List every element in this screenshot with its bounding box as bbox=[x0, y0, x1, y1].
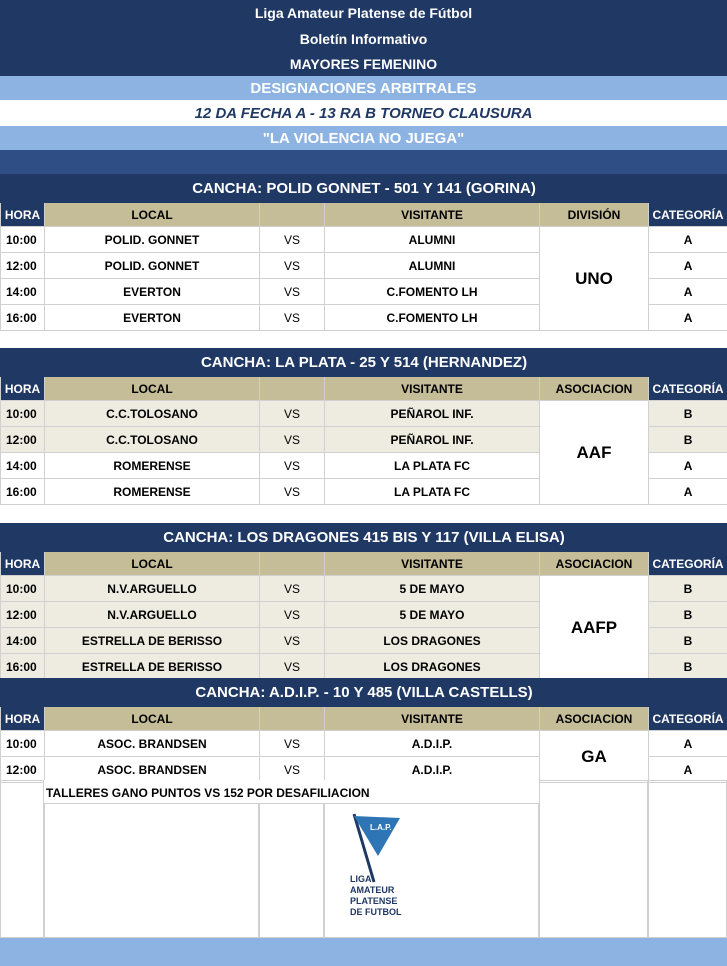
match-time: 16:00 bbox=[1, 305, 45, 331]
col-hora: HORA bbox=[1, 552, 45, 576]
vs-label: VS bbox=[260, 279, 325, 305]
col-visitante: VISITANTE bbox=[325, 203, 540, 227]
local-team: C.C.TOLOSANO bbox=[45, 427, 260, 453]
visiting-team: ALUMNI bbox=[325, 253, 540, 279]
match-time: 10:00 bbox=[1, 401, 45, 427]
cancha-title: CANCHA: LOS DRAGONES 415 BIS Y 117 (VILLA ELISA) bbox=[1, 524, 727, 552]
schedule-table-adip bbox=[0, 678, 727, 783]
grid-cell bbox=[539, 780, 648, 938]
visiting-team: A.D.I.P. bbox=[325, 731, 540, 757]
col-categoria: CATEGORÍA bbox=[649, 377, 727, 401]
local-team: N.V.ARGUELLO bbox=[45, 576, 260, 602]
table-row bbox=[1, 401, 727, 427]
logo-text bbox=[350, 874, 402, 918]
table-row bbox=[1, 731, 727, 757]
match-category: A bbox=[649, 757, 727, 783]
vs-label: VS bbox=[260, 253, 325, 279]
local-team: POLID. GONNET bbox=[45, 253, 260, 279]
vs-label: VS bbox=[260, 227, 325, 253]
match-category: B bbox=[649, 576, 727, 602]
local-team: ROMERENSE bbox=[45, 479, 260, 505]
table-row bbox=[1, 576, 727, 602]
visiting-team: PEÑAROL INF. bbox=[325, 427, 540, 453]
logo-line: LIGA bbox=[350, 874, 372, 884]
vs-label: VS bbox=[260, 305, 325, 331]
match-time: 16:00 bbox=[1, 479, 45, 505]
visiting-team: LA PLATA FC bbox=[325, 453, 540, 479]
cancha-title: CANCHA: LA PLATA - 25 Y 514 (HERNANDEZ) bbox=[1, 349, 727, 377]
local-team: C.C.TOLOSANO bbox=[45, 401, 260, 427]
col-vs bbox=[260, 377, 325, 401]
match-category: A bbox=[649, 305, 727, 331]
match-category: B bbox=[649, 602, 727, 628]
match-time: 12:00 bbox=[1, 427, 45, 453]
col-vs bbox=[260, 203, 325, 227]
col-hora: HORA bbox=[1, 377, 45, 401]
col-division: DIVISIÓN bbox=[540, 203, 649, 227]
local-team: ASOC. BRANDSEN bbox=[45, 731, 260, 757]
vs-label: VS bbox=[260, 731, 325, 757]
match-time: 10:00 bbox=[1, 227, 45, 253]
match-category: A bbox=[649, 479, 727, 505]
col-categoria: CATEGORÍA bbox=[649, 203, 727, 227]
match-category: B bbox=[649, 427, 727, 453]
visiting-team: ALUMNI bbox=[325, 227, 540, 253]
match-category: B bbox=[649, 401, 727, 427]
bulletin-subtitle: Boletín Informativo bbox=[0, 26, 727, 52]
division-label: UNO bbox=[540, 227, 649, 331]
schedule-table-la-plata bbox=[0, 348, 727, 505]
vs-label: VS bbox=[260, 654, 325, 680]
match-category: A bbox=[649, 731, 727, 757]
col-asociacion: ASOCIACION bbox=[540, 377, 649, 401]
forfeit-note: TALLERES GANO PUNTOS VS 152 POR DESAFILIACION bbox=[46, 786, 370, 800]
match-category: B bbox=[649, 628, 727, 654]
association-label: AAFP bbox=[540, 576, 649, 680]
match-time: 12:00 bbox=[1, 757, 45, 783]
category-title: MAYORES FEMENINO bbox=[0, 52, 727, 76]
visiting-team: LOS DRAGONES bbox=[325, 628, 540, 654]
match-time: 10:00 bbox=[1, 731, 45, 757]
col-visitante: VISITANTE bbox=[325, 377, 540, 401]
local-team: ESTRELLA DE BERISSO bbox=[45, 628, 260, 654]
vs-label: VS bbox=[260, 602, 325, 628]
match-category: A bbox=[649, 253, 727, 279]
vs-label: VS bbox=[260, 453, 325, 479]
match-time: 12:00 bbox=[1, 253, 45, 279]
match-time: 16:00 bbox=[1, 654, 45, 680]
visiting-team: C.FOMENTO LH bbox=[325, 305, 540, 331]
slogan: "LA VIOLENCIA NO JUEGA" bbox=[0, 126, 727, 150]
col-categoria: CATEGORÍA bbox=[649, 707, 727, 731]
local-team: EVERTON bbox=[45, 279, 260, 305]
local-team: ASOC. BRANDSEN bbox=[45, 757, 260, 783]
col-hora: HORA bbox=[1, 203, 45, 227]
col-asociacion: ASOCIACION bbox=[540, 707, 649, 731]
visiting-team: PEÑAROL INF. bbox=[325, 401, 540, 427]
col-visitante: VISITANTE bbox=[325, 552, 540, 576]
local-team: EVERTON bbox=[45, 305, 260, 331]
cancha-title: CANCHA: A.D.I.P. - 10 Y 485 (VILLA CASTELLS) bbox=[1, 679, 727, 707]
match-category: A bbox=[649, 453, 727, 479]
fecha-title: 12 DA FECHA A - 13 RA B TORNEO CLAUSURA bbox=[0, 100, 727, 126]
cancha-title: CANCHA: POLID GONNET - 501 Y 141 (GORINA) bbox=[1, 175, 727, 203]
vs-label: VS bbox=[260, 479, 325, 505]
vs-label: VS bbox=[260, 757, 325, 783]
schedule-table-gonnet bbox=[0, 174, 727, 331]
col-hora: HORA bbox=[1, 707, 45, 731]
league-title: Liga Amateur Platense de Fútbol bbox=[0, 0, 727, 26]
bottom-band bbox=[0, 938, 727, 966]
spacer-band bbox=[0, 150, 727, 174]
association-label: AAF bbox=[540, 401, 649, 505]
match-time: 12:00 bbox=[1, 602, 45, 628]
grid-cell bbox=[0, 780, 44, 938]
grid-cell bbox=[648, 780, 727, 938]
logo-line: DE FUTBOL bbox=[350, 907, 402, 917]
logo-initials: L.A.P. bbox=[370, 823, 392, 832]
visiting-team: LOS DRAGONES bbox=[325, 654, 540, 680]
local-team: ESTRELLA DE BERISSO bbox=[45, 654, 260, 680]
association-label: GA bbox=[540, 731, 649, 783]
col-local: LOCAL bbox=[45, 707, 260, 731]
col-local: LOCAL bbox=[45, 377, 260, 401]
visiting-team: 5 DE MAYO bbox=[325, 576, 540, 602]
col-local: LOCAL bbox=[45, 203, 260, 227]
col-vs bbox=[260, 552, 325, 576]
match-time: 14:00 bbox=[1, 628, 45, 654]
col-visitante: VISITANTE bbox=[325, 707, 540, 731]
col-vs bbox=[260, 707, 325, 731]
logo-line: AMATEUR bbox=[350, 885, 395, 895]
vs-label: VS bbox=[260, 576, 325, 602]
logo-line: PLATENSE bbox=[350, 896, 398, 906]
visiting-team: LA PLATA FC bbox=[325, 479, 540, 505]
table-row bbox=[1, 227, 727, 253]
vs-label: VS bbox=[260, 628, 325, 654]
local-team: ROMERENSE bbox=[45, 453, 260, 479]
visiting-team: A.D.I.P. bbox=[325, 757, 540, 783]
match-time: 10:00 bbox=[1, 576, 45, 602]
match-category: B bbox=[649, 654, 727, 680]
col-local: LOCAL bbox=[45, 552, 260, 576]
match-time: 14:00 bbox=[1, 453, 45, 479]
section-title: DESIGNACIONES ARBITRALES bbox=[0, 76, 727, 100]
match-category: A bbox=[649, 279, 727, 305]
match-category: A bbox=[649, 227, 727, 253]
vs-label: VS bbox=[260, 427, 325, 453]
local-team: POLID. GONNET bbox=[45, 227, 260, 253]
match-time: 14:00 bbox=[1, 279, 45, 305]
col-asociacion: ASOCIACION bbox=[540, 552, 649, 576]
visiting-team: 5 DE MAYO bbox=[325, 602, 540, 628]
vs-label: VS bbox=[260, 401, 325, 427]
schedule-table-los-dragones bbox=[0, 523, 727, 680]
visiting-team: C.FOMENTO LH bbox=[325, 279, 540, 305]
local-team: N.V.ARGUELLO bbox=[45, 602, 260, 628]
col-categoria: CATEGORÍA bbox=[649, 552, 727, 576]
